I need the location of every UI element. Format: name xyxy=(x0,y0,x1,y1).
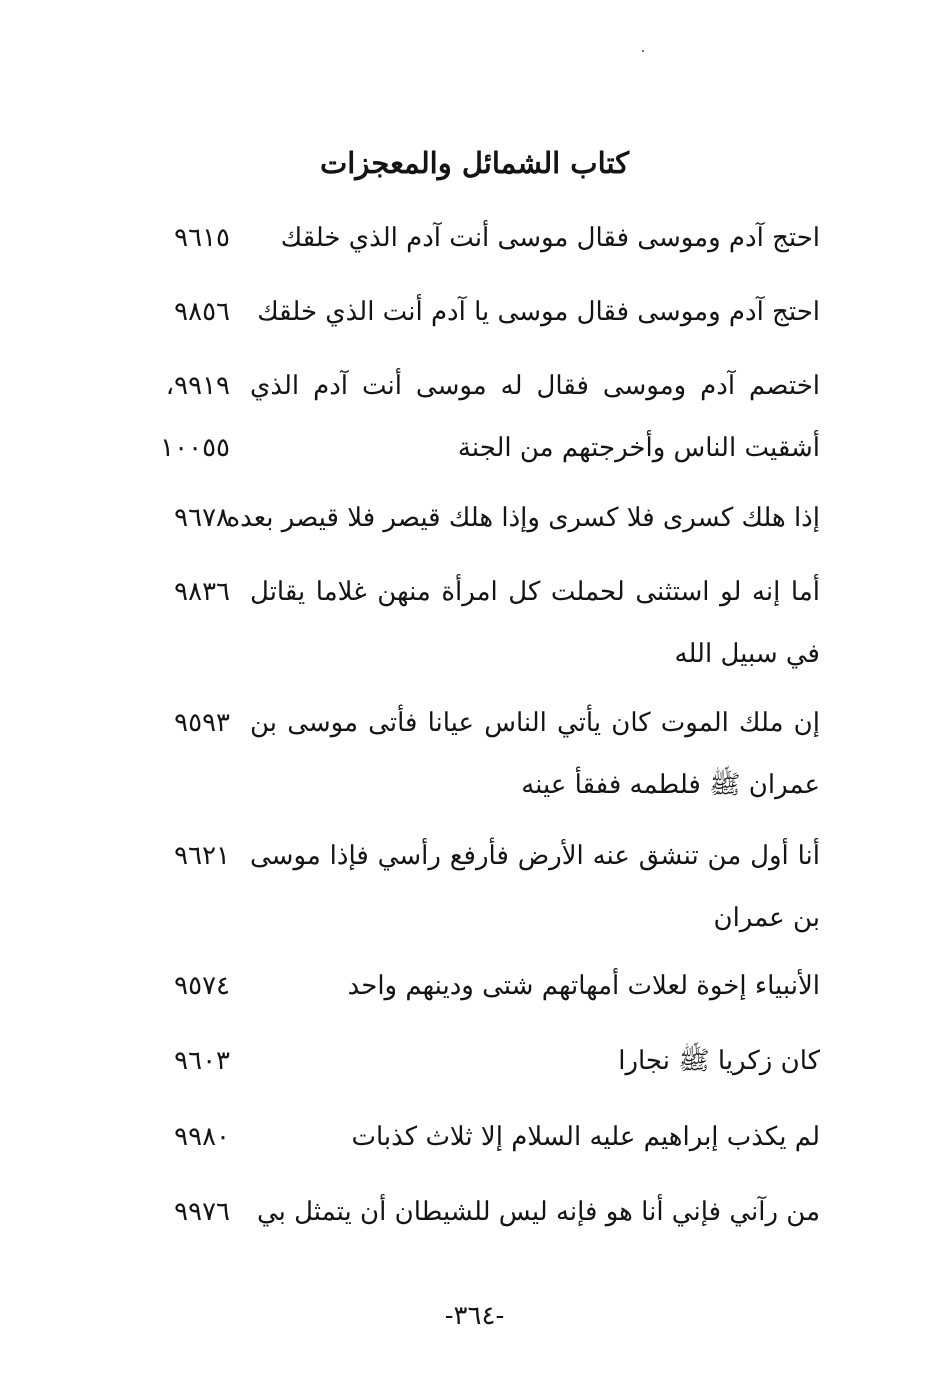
hadith-number: ٩٩١٩، ١٠٠٥٥ xyxy=(160,371,230,463)
hadith-entry-8 xyxy=(120,955,820,1017)
hadith-entry-7 xyxy=(120,825,820,949)
hadith-number: ٩٩٧٦ xyxy=(174,1197,230,1227)
speck-mark xyxy=(642,50,644,52)
hadith-number: ٩٦٠٣ xyxy=(174,1046,230,1076)
hadith-text: إذا هلك كسرى فلا كسرى وإذا هلك قيصر فلا قيصر بعده xyxy=(226,503,820,533)
hadith-number: ٩٨٣٦ xyxy=(174,577,230,607)
hadith-number: ٩٩٨٠ xyxy=(174,1122,230,1152)
hadith-entry-1 xyxy=(120,207,820,269)
hadith-entry-4 xyxy=(120,487,820,549)
hadith-text: أنا أول من تنشق عنه الأرض فأرفع رأسي فإذا موسى بن عمران xyxy=(250,841,820,933)
hadith-number: ٩٥٩٣ xyxy=(174,708,230,738)
hadith-text: احتج آدم وموسى فقال موسى أنت آدم الذي خلقك xyxy=(280,223,820,253)
hadith-text: كان زكريا ﷺ نجارا xyxy=(618,1046,820,1076)
hadith-entry-11 xyxy=(120,1181,820,1243)
hadith-number: ٩٨٥٦ xyxy=(174,297,230,327)
hadith-entry-10 xyxy=(120,1106,820,1168)
hadith-number: ٩٦٢١ xyxy=(174,841,230,871)
hadith-number: ٩٦٧٨ xyxy=(174,503,230,533)
hadith-number: ٩٦١٥ xyxy=(174,223,230,253)
hadith-entry-3 xyxy=(120,355,820,479)
hadith-entry-2 xyxy=(120,281,820,343)
hadith-text: الأنبياء إخوة لعلات أمهاتهم شتى ودينهم واحد xyxy=(347,971,820,1001)
hadith-text: إن ملك الموت كان يأتي الناس عيانا فأتى موسى بن عمران ﷺ فلطمه ففقأ عينه xyxy=(250,708,820,800)
hadith-number: ٩٥٧٤ xyxy=(174,971,230,1001)
hadith-entry-5 xyxy=(120,561,820,685)
hadith-text: اختصم آدم وموسى فقال له موسى أنت آدم الذي أشقيت الناس وأخرجتهم من الجنة xyxy=(250,371,820,463)
chapter-title: كتاب الشمائل والمعجزات xyxy=(319,146,630,180)
hadith-text: لم يكذب إبراهيم عليه السلام إلا ثلاث كذبات xyxy=(351,1122,820,1152)
hadith-text: احتج آدم وموسى فقال موسى يا آدم أنت الذي خلقك xyxy=(257,297,820,327)
hadith-text: من رآني فإني أنا هو فإنه ليس للشيطان أن يتمثل بي xyxy=(256,1197,820,1227)
hadith-entry-6 xyxy=(120,692,820,816)
hadith-text: أما إنه لو استثنى لحملت كل امرأة منهن غلاما يقاتل في سبيل الله xyxy=(250,577,820,669)
hadith-entry-9 xyxy=(120,1030,820,1092)
page-number: -٣٦٤- xyxy=(444,1301,505,1331)
